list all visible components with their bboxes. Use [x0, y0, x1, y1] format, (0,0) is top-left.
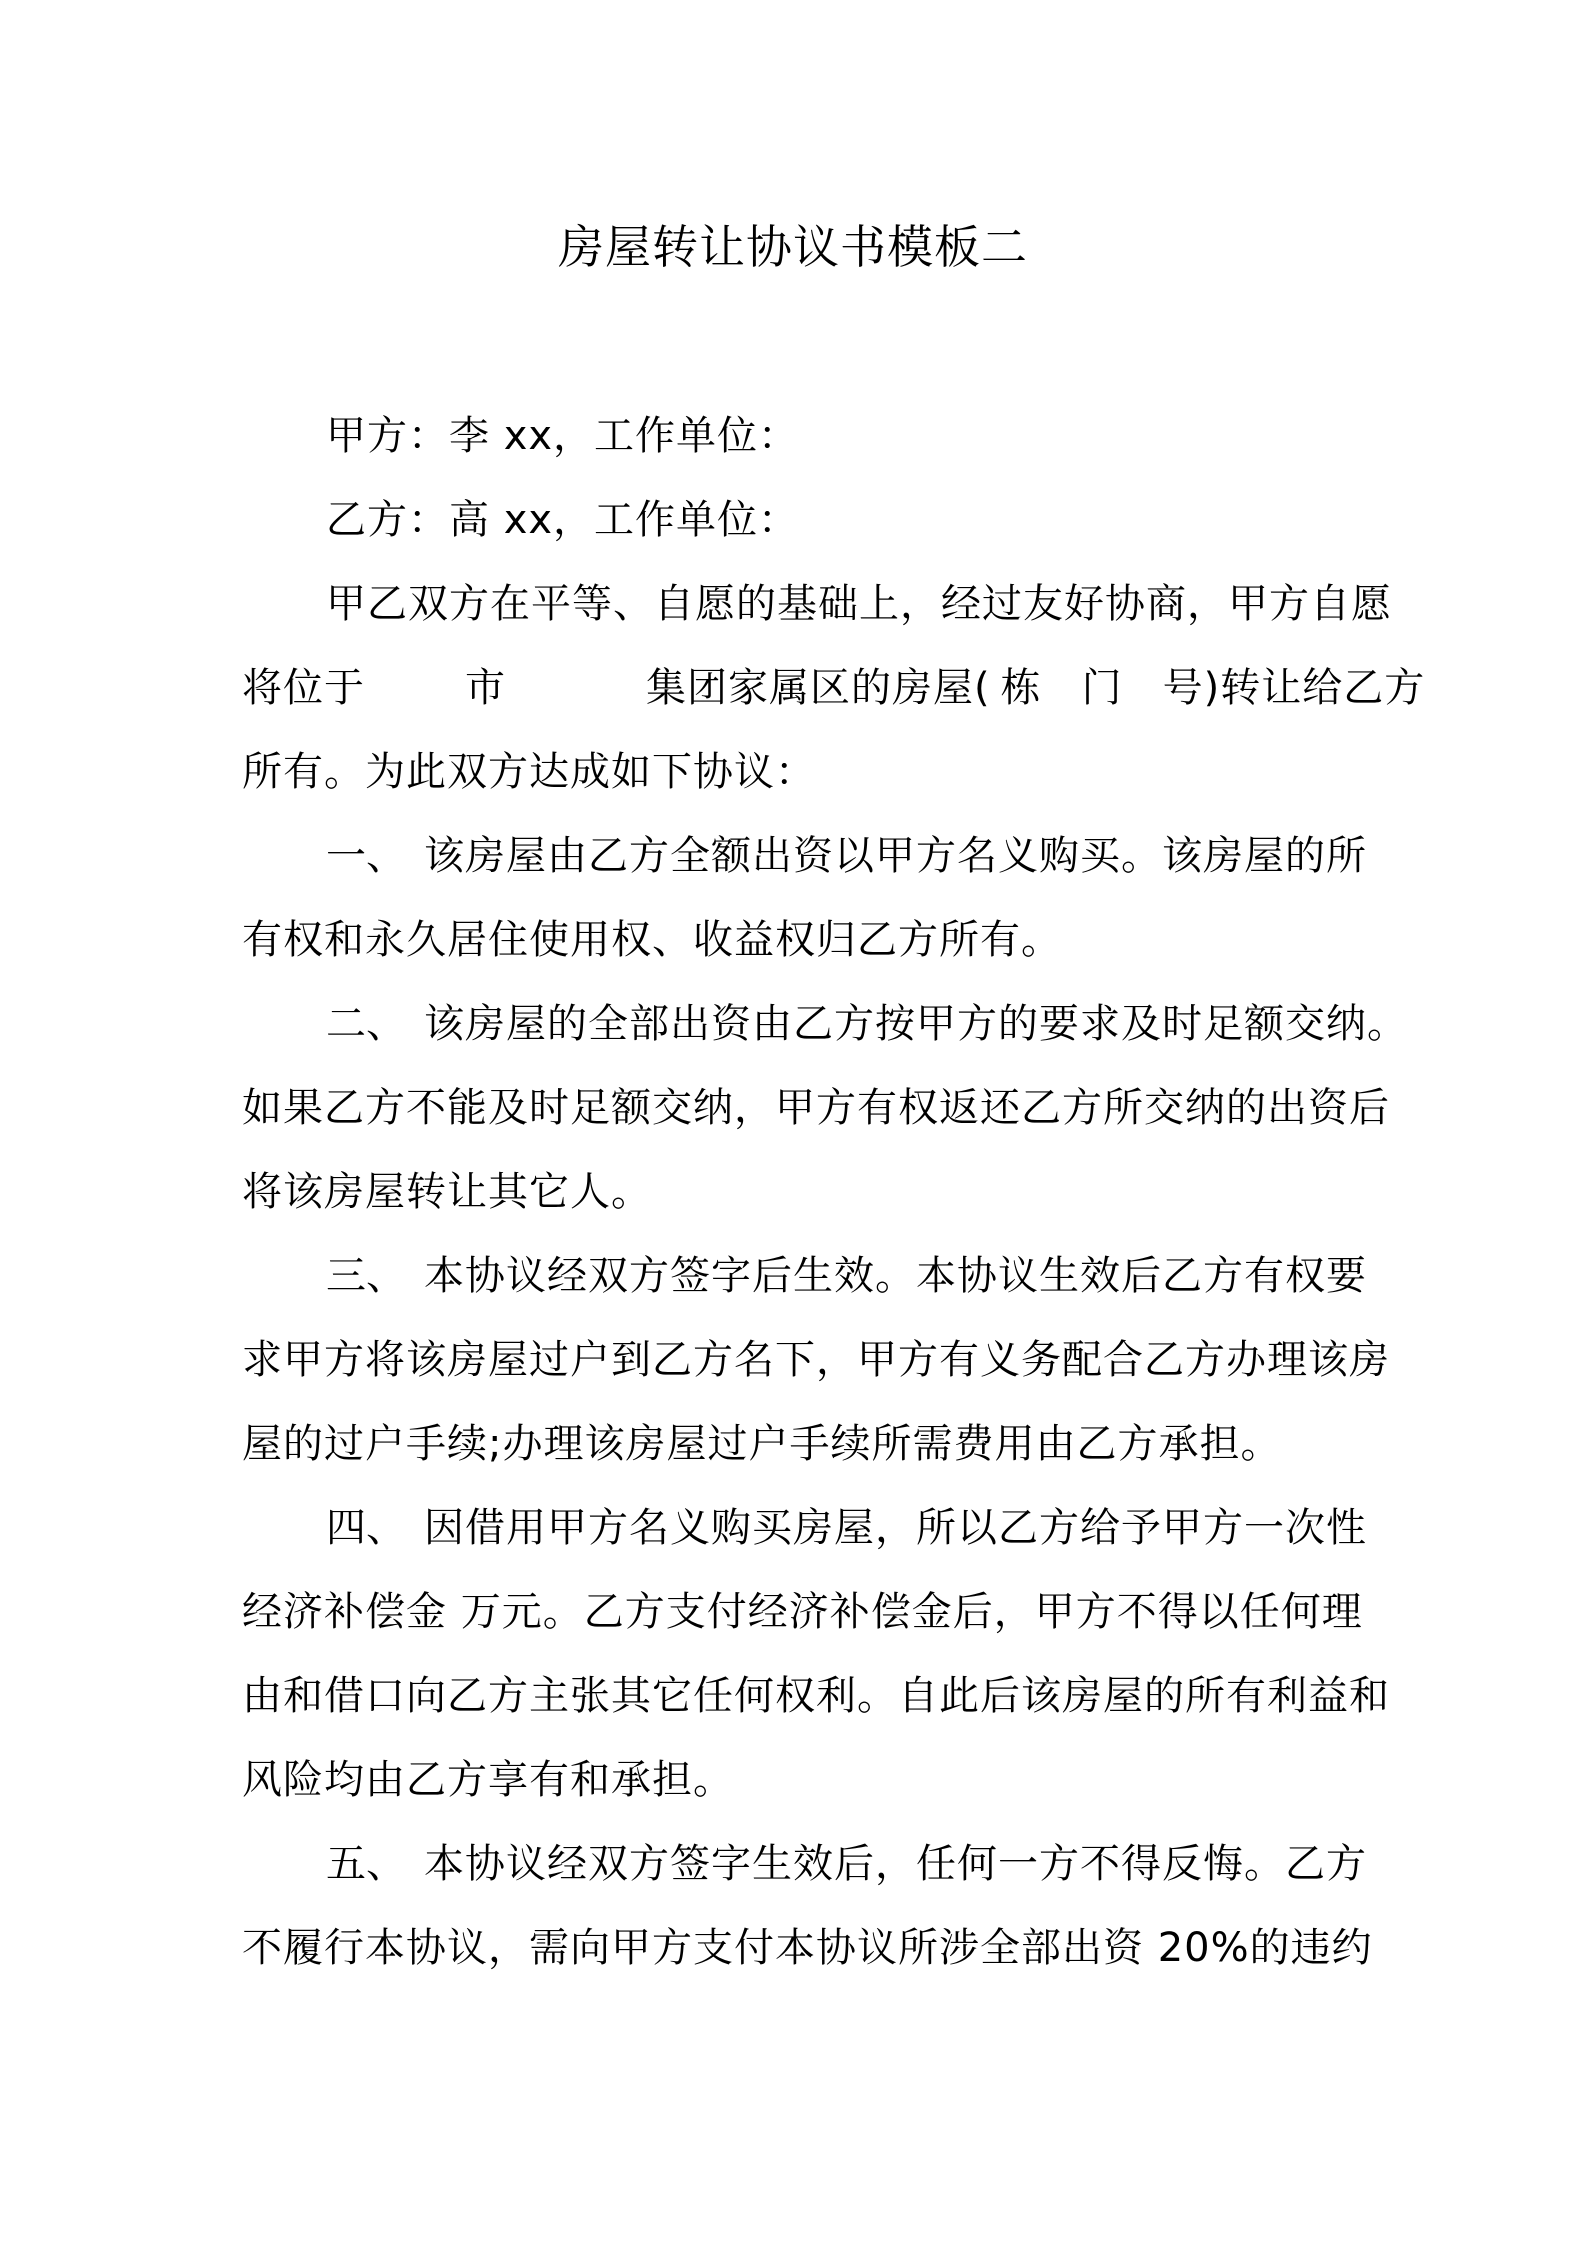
clause-2-number: 二、	[326, 1001, 406, 1047]
clause-1-line-1: 该房屋由乙方全额出资以甲方名义购买。该房屋的所	[424, 833, 1367, 879]
intro-location-text: 将位于	[242, 665, 365, 711]
party-a-line: 甲方：李 xx，工作单位：	[326, 413, 800, 459]
clause-5-line-2: 不履行本协议，需向甲方支付本协议所涉全部出资 20%的违约	[242, 1925, 1373, 1971]
intro-unit-text: 门	[1081, 665, 1123, 711]
intro-property-text: 集团家属区的房屋(	[646, 665, 991, 711]
clause-4-number: 四、	[326, 1505, 406, 1551]
clause-1-line-2: 有权和永久居住使用权、收益权归乙方所有。	[242, 917, 1062, 963]
clause-3-number: 三、	[326, 1253, 406, 1299]
party-b-line: 乙方：高 xx，工作单位：	[326, 497, 800, 543]
clause-4-line-1: 因借用甲方名义购买房屋，所以乙方给予甲方一次性	[424, 1505, 1367, 1551]
clause-5-line-1: 本协议经双方签字生效后，任何一方不得反悔。乙方	[424, 1841, 1367, 1887]
intro-city-text: 市	[465, 665, 506, 711]
intro-line-1: 甲乙双方在平等、自愿的基础上，经过友好协商，甲方自愿	[326, 581, 1392, 627]
clause-2-line-3: 将该房屋转让其它人。	[242, 1169, 652, 1215]
clause-3-line-2: 求甲方将该房屋过户到乙方名下，甲方有义务配合乙方办理该房	[242, 1337, 1390, 1383]
clause-2-line-2: 如果乙方不能及时足额交纳，甲方有权返还乙方所交纳的出资后	[242, 1085, 1390, 1131]
clause-2-line-1: 该房屋的全部出资由乙方按甲方的要求及时足额交纳。	[424, 1001, 1408, 1047]
clause-1-number: 一、	[326, 833, 406, 879]
clause-4-line-2: 经济补偿金 万元。乙方支付经济补偿金后，甲方不得以任何理	[242, 1589, 1363, 1635]
clause-3-line-1: 本协议经双方签字后生效。本协议生效后乙方有权要	[424, 1253, 1367, 1299]
intro-line-3: 所有。为此双方达成如下协议：	[242, 749, 816, 795]
clause-4-line-4: 风险均由乙方享有和承担。	[242, 1757, 734, 1803]
intro-building-text: 栋	[1000, 665, 1042, 711]
clause-3-line-3: 屋的过户手续;办理该房屋过户手续所需费用由乙方承担。	[242, 1421, 1282, 1467]
document-title: 房屋转让协议书模板二	[558, 220, 1028, 274]
intro-line-2	[242, 646, 1425, 730]
clause-4-line-3: 由和借口向乙方主张其它任何权利。自此后该房屋的所有利益和	[242, 1673, 1390, 1719]
clause-5-number: 五、	[326, 1841, 406, 1887]
intro-transfer-text: 号)转让给乙方	[1162, 665, 1426, 711]
